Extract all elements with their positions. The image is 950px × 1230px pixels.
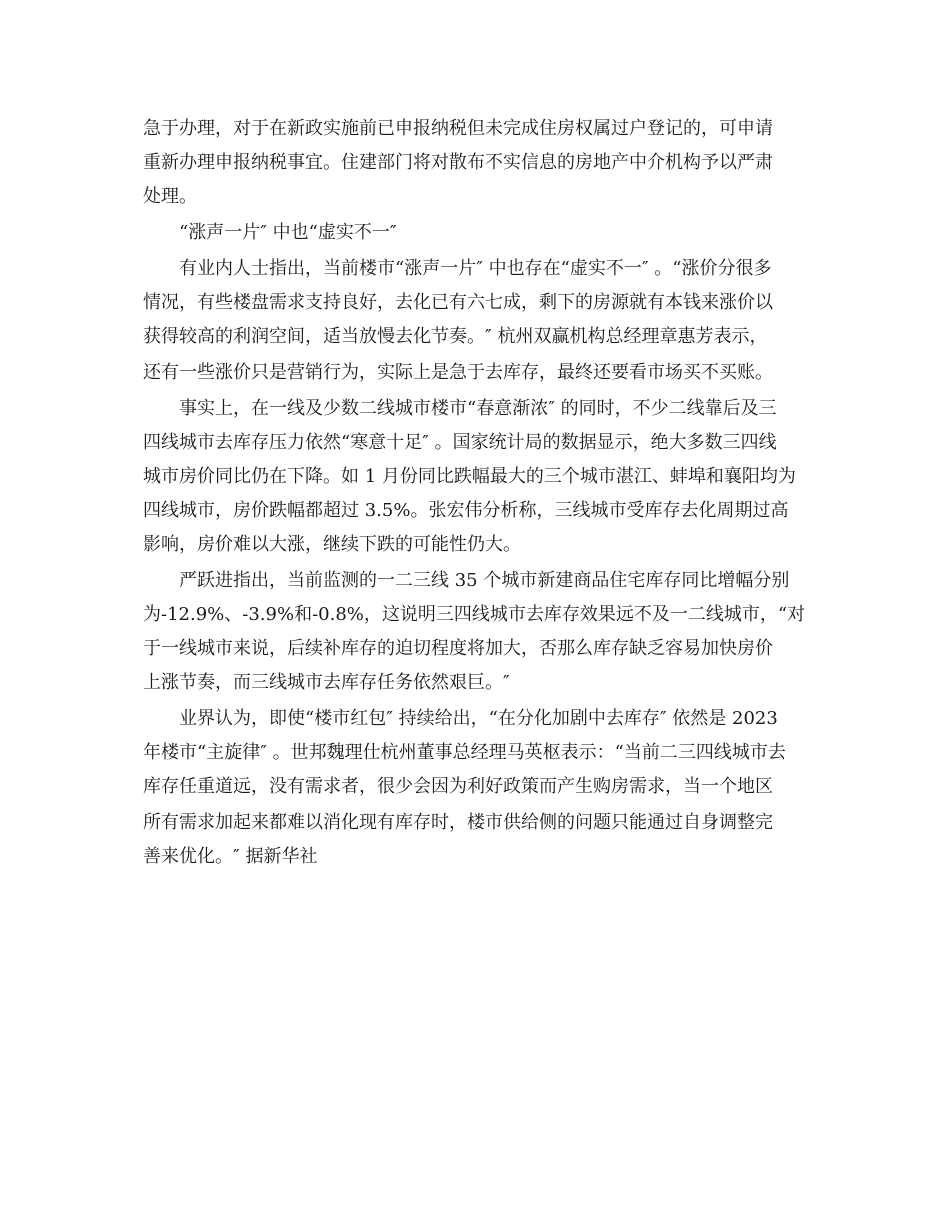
- text-line: 急于办理，对于在新政实施前已申报纳税但未完成住房权属过户登记的，可申请: [143, 118, 773, 139]
- text-line: 事实上，在一线及少数二线城市楼市“春意渐浓″ 的同时，不少二线靠后及三: [179, 398, 777, 419]
- text-line: 上涨节奏，而三线城市去库存任务依然艰巨。″: [143, 672, 510, 693]
- text-line: 年楼市“主旋律″ 。世邦魏理仕杭州董事总经理马英枢表示：“当前二三四线城市去: [143, 742, 786, 763]
- text-line: 影响，房价难以大涨，继续下跌的可能性仍大。: [143, 534, 521, 555]
- text-line: 重新办理申报纳税事宜。住建部门将对散布不实信息的房地产中介机构予以严肃: [143, 152, 773, 173]
- text-line: 库存任重道远，没有需求者，很少会因为利好政策而产生购房需求，当一个地区: [143, 776, 773, 797]
- text-line: 情况，有些楼盘需求支持良好，去化已有六七成，剩下的房源就有本钱来涨价以: [143, 292, 773, 313]
- text-line: 四线城市去库存压力依然“寒意十足″ 。国家统计局的数据显示，绝大多数三四线: [143, 432, 777, 453]
- text-line: 所有需求加起来都难以消化现有库存时，楼市供给侧的问题只能通过自身调整完: [143, 812, 773, 833]
- text-line: 有业内人士指出，当前楼市“涨声一片″ 中也存在“虚实不一″ 。“涨价分很多: [179, 258, 772, 279]
- text-line: 为-12.9%、-3.9%和-0.8%，这说明三四线城市去库存效果远不及一二线城市，“对: [143, 604, 806, 625]
- text-line: 严跃进指出，当前监测的一二三线 35 个城市新建商品住宅库存同比增幅分别: [179, 570, 790, 591]
- text-line: 获得较高的利润空间，适当放慢去化节奏。″ 杭州双赢机构总经理章惠芳表示，: [143, 326, 768, 347]
- text-line: 四线城市，房价跌幅都超过 3.5%。张宏伟分析称，三线城市受库存去化周期过高: [143, 500, 789, 521]
- text-line: 城市房价同比仍在下降。如 1 月份同比跌幅最大的三个城市湛江、蚌埠和襄阳均为: [143, 466, 796, 487]
- text-line: 善来优化。″ 据新华社: [143, 846, 318, 867]
- section-heading: “涨声一片″ 中也“虚实不一″: [179, 222, 397, 243]
- text-line: 处理。: [143, 186, 197, 207]
- text-line: 于一线城市来说，后续补库存的迫切程度将加大，否那么库存缺乏容易加快房价: [143, 638, 773, 659]
- text-line: 业界认为，即使“楼市红包″ 持续给出，“在分化加剧中去库存″ 依然是 2023: [179, 708, 778, 729]
- text-line: 还有一些涨价只是营销行为，实际上是急于去库存，最终还要看市场买不买账。: [143, 362, 773, 383]
